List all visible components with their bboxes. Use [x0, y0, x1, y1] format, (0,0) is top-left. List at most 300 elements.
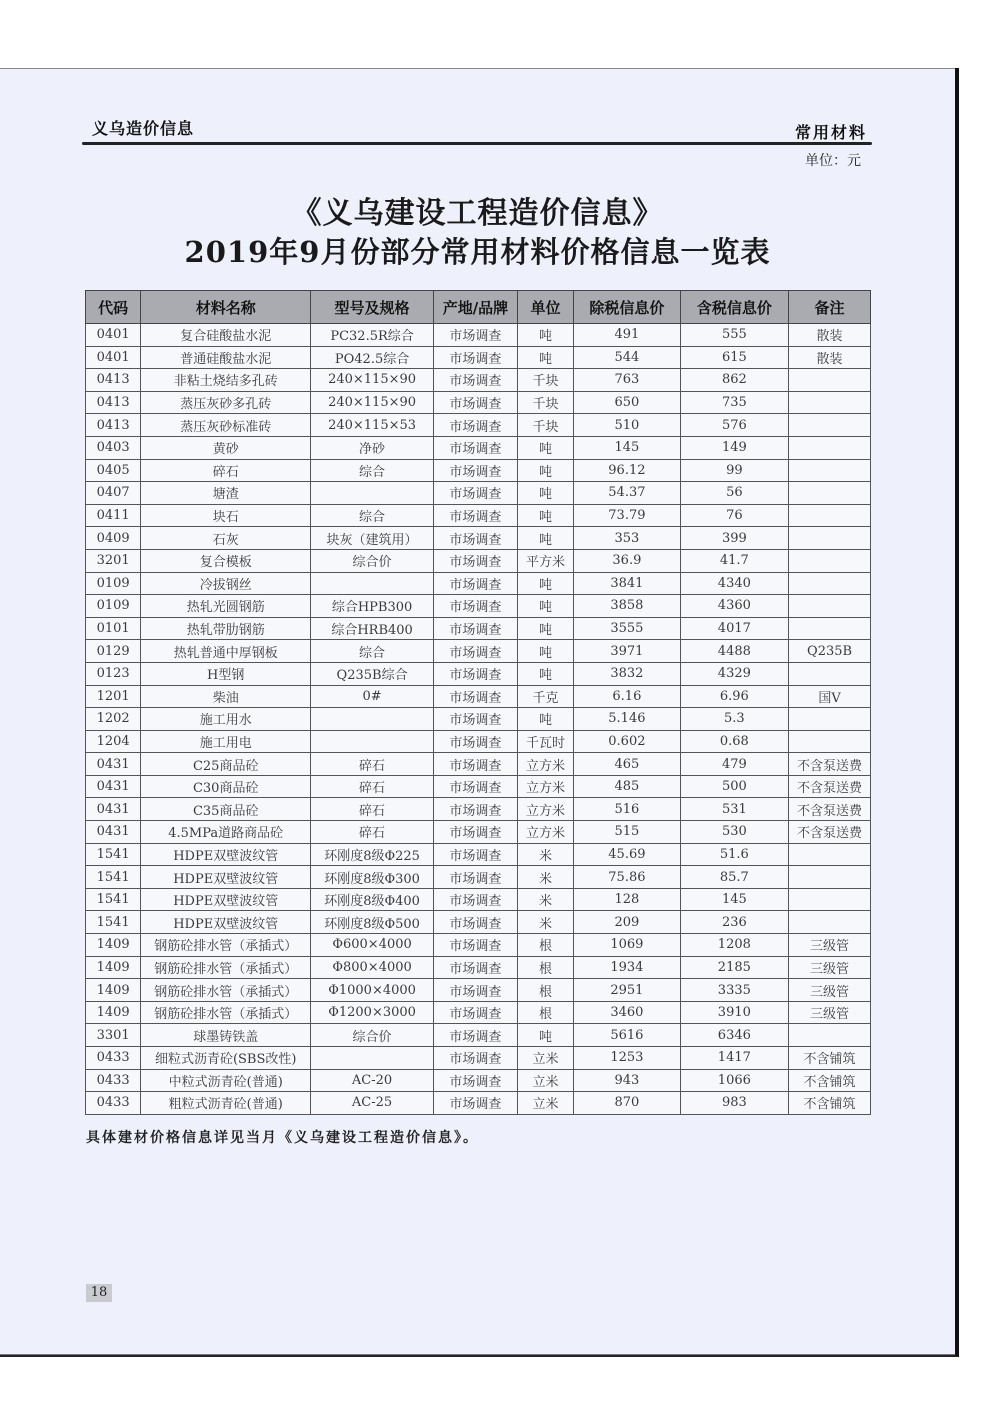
table-row [86, 1047, 871, 1070]
cell-spec [311, 730, 434, 753]
cell-price-incl-tax: 41.7 [680, 549, 788, 572]
table-row [86, 324, 871, 347]
cell-code: 0401 [86, 346, 141, 369]
cell-unit: 立方米 [517, 775, 573, 798]
cell-code: 0129 [86, 640, 141, 663]
cell-origin: 市场调查 [433, 708, 517, 731]
cell-material-name: 蒸压灰砂标准砖 [141, 414, 311, 437]
cell-price-incl-tax: 4017 [680, 617, 788, 640]
column-header-origin: 产地/品牌 [433, 291, 517, 324]
cell-unit: 米 [517, 866, 573, 889]
cell-remark: 散装 [789, 346, 871, 369]
cell-material-name: 球墨铸铁盖 [141, 1024, 311, 1047]
cell-code: 0431 [86, 821, 141, 844]
cell-spec: Φ600×4000 [311, 934, 434, 957]
cell-price-ex-tax: 6.16 [574, 685, 680, 708]
cell-origin: 市场调查 [433, 346, 517, 369]
table-row [86, 549, 871, 572]
table-row [86, 459, 871, 482]
cell-origin: 市场调查 [433, 549, 517, 572]
cell-material-name: 钢筋砼排水管（承插式） [141, 934, 311, 957]
cell-material-name: 钢筋砼排水管（承插式） [141, 1001, 311, 1024]
cell-spec: 0# [311, 685, 434, 708]
cell-price-ex-tax: 2951 [574, 979, 680, 1002]
cell-price-ex-tax: 353 [574, 527, 680, 550]
table-row [86, 798, 871, 821]
cell-material-name: 钢筋砼排水管（承插式） [141, 979, 311, 1002]
cell-spec: 环刚度8级Φ225 [311, 843, 434, 866]
cell-code: 0109 [86, 595, 141, 618]
cell-material-name: 块石 [141, 504, 311, 527]
cell-price-incl-tax: 555 [680, 324, 788, 347]
cell-unit: 根 [517, 979, 573, 1002]
cell-code: 0433 [86, 1047, 141, 1070]
cell-unit: 吨 [517, 662, 573, 685]
cell-spec: 综合价 [311, 1024, 434, 1047]
cell-price-ex-tax: 3841 [574, 572, 680, 595]
cell-price-incl-tax: 99 [680, 459, 788, 482]
cell-spec: 块灰（建筑用） [311, 527, 434, 550]
cell-remark: 三级管 [789, 934, 871, 957]
cell-spec: 240×115×90 [311, 391, 434, 414]
table-row [86, 391, 871, 414]
cell-code: 0403 [86, 436, 141, 459]
cell-price-incl-tax: 399 [680, 527, 788, 550]
cell-price-ex-tax: 36.9 [574, 549, 680, 572]
cell-code: 0101 [86, 617, 141, 640]
cell-spec [311, 572, 434, 595]
cell-price-ex-tax: 943 [574, 1069, 680, 1092]
cell-material-name: 碎石 [141, 459, 311, 482]
cell-price-incl-tax: 3910 [680, 1001, 788, 1024]
cell-remark [789, 504, 871, 527]
table-row [86, 369, 871, 392]
cell-material-name: C25商品砼 [141, 753, 311, 776]
cell-material-name: C35商品砼 [141, 798, 311, 821]
section-name: 常用材料 [795, 123, 868, 142]
cell-origin: 市场调查 [433, 685, 517, 708]
cell-price-incl-tax: 862 [680, 369, 788, 392]
cell-unit: 吨 [517, 482, 573, 505]
table-header [86, 291, 871, 324]
cell-code: 0433 [86, 1069, 141, 1092]
cell-remark [789, 866, 871, 889]
cell-unit: 吨 [517, 640, 573, 663]
table-row [86, 414, 871, 437]
cell-price-incl-tax: 530 [680, 821, 788, 844]
cell-spec: 环刚度8级Φ300 [311, 866, 434, 889]
cell-price-ex-tax: 515 [574, 821, 680, 844]
cell-code: 0413 [86, 369, 141, 392]
cell-price-incl-tax: 0.68 [680, 730, 788, 753]
table-row [86, 956, 871, 979]
cell-origin: 市场调查 [433, 436, 517, 459]
cell-price-ex-tax: 45.69 [574, 843, 680, 866]
cell-price-incl-tax: 85.7 [680, 866, 788, 889]
cell-price-incl-tax: 983 [680, 1092, 788, 1115]
table-row [86, 346, 871, 369]
cell-origin: 市场调查 [433, 459, 517, 482]
cell-code: 1541 [86, 866, 141, 889]
cell-spec: 综合 [311, 459, 434, 482]
cell-code: 0409 [86, 527, 141, 550]
cell-origin: 市场调查 [433, 798, 517, 821]
cell-unit: 平方米 [517, 549, 573, 572]
cell-unit: 吨 [517, 595, 573, 618]
cell-origin: 市场调查 [433, 482, 517, 505]
cell-code: 0431 [86, 753, 141, 776]
cell-code: 0123 [86, 662, 141, 685]
cell-unit: 吨 [517, 527, 573, 550]
cell-spec: 碎石 [311, 798, 434, 821]
page-edge [0, 68, 955, 69]
cell-spec: PC32.5R综合 [311, 324, 434, 347]
cell-remark [789, 436, 871, 459]
cell-origin: 市场调查 [433, 617, 517, 640]
cell-material-name: 柴油 [141, 685, 311, 708]
table-row [86, 617, 871, 640]
cell-remark: 国V [789, 685, 871, 708]
cell-spec: Φ1200×3000 [311, 1001, 434, 1024]
cell-spec: PO42.5综合 [311, 346, 434, 369]
cell-unit: 根 [517, 934, 573, 957]
column-header-spec: 型号及规格 [311, 291, 434, 324]
cell-price-ex-tax: 1069 [574, 934, 680, 957]
cell-unit: 千块 [517, 369, 573, 392]
cell-material-name: 复合硅酸盐水泥 [141, 324, 311, 347]
cell-price-incl-tax: 2185 [680, 956, 788, 979]
cell-code: 0433 [86, 1092, 141, 1115]
cell-origin: 市场调查 [433, 1069, 517, 1092]
cell-origin: 市场调查 [433, 369, 517, 392]
cell-unit: 立方米 [517, 753, 573, 776]
cell-price-incl-tax: 4360 [680, 595, 788, 618]
cell-material-name: C30商品砼 [141, 775, 311, 798]
cell-origin: 市场调查 [433, 1047, 517, 1070]
cell-price-incl-tax: 500 [680, 775, 788, 798]
cell-price-incl-tax: 4329 [680, 662, 788, 685]
cell-remark [789, 1024, 871, 1047]
column-header-unit: 单位 [517, 291, 573, 324]
cell-unit: 千克 [517, 685, 573, 708]
table-row [86, 843, 871, 866]
page-number: 18 [86, 1284, 112, 1302]
cell-code: 0407 [86, 482, 141, 505]
cell-spec: AC-20 [311, 1069, 434, 1092]
cell-code: 0431 [86, 775, 141, 798]
cell-material-name: HDPE双壁波纹管 [141, 888, 311, 911]
table-row [86, 662, 871, 685]
cell-origin: 市场调查 [433, 1024, 517, 1047]
cell-unit: 立米 [517, 1069, 573, 1092]
cell-remark [789, 888, 871, 911]
cell-code: 1541 [86, 888, 141, 911]
cell-remark: 不含泵送费 [789, 775, 871, 798]
cell-remark [789, 911, 871, 934]
cell-price-incl-tax: 1208 [680, 934, 788, 957]
cell-remark [789, 843, 871, 866]
table-row [86, 730, 871, 753]
cell-price-ex-tax: 54.37 [574, 482, 680, 505]
title-line-1: 《义乌建设工程造价信息》 [291, 196, 664, 231]
cell-origin: 市场调查 [433, 1092, 517, 1115]
header-rule [82, 142, 872, 145]
cell-price-ex-tax: 3858 [574, 595, 680, 618]
cell-origin: 市场调查 [433, 730, 517, 753]
cell-unit: 根 [517, 1001, 573, 1024]
cell-origin: 市场调查 [433, 821, 517, 844]
cell-price-incl-tax: 149 [680, 436, 788, 459]
cell-remark: 不含铺筑 [789, 1047, 871, 1070]
table-row [86, 436, 871, 459]
cell-material-name: H型钢 [141, 662, 311, 685]
cell-code: 1409 [86, 934, 141, 957]
cell-unit: 千瓦时 [517, 730, 573, 753]
cell-origin: 市场调查 [433, 979, 517, 1002]
cell-origin: 市场调查 [433, 572, 517, 595]
cell-unit: 吨 [517, 436, 573, 459]
table-row [86, 1092, 871, 1115]
cell-price-ex-tax: 1253 [574, 1047, 680, 1070]
cell-spec [311, 482, 434, 505]
cell-unit: 千块 [517, 414, 573, 437]
cell-unit: 吨 [517, 504, 573, 527]
cell-price-ex-tax: 516 [574, 798, 680, 821]
cell-material-name: 热轧光圆钢筋 [141, 595, 311, 618]
cell-unit: 吨 [517, 572, 573, 595]
cell-material-name: 蒸压灰砂多孔砖 [141, 391, 311, 414]
cell-code: 0109 [86, 572, 141, 595]
cell-price-ex-tax: 145 [574, 436, 680, 459]
cell-spec: 综合价 [311, 549, 434, 572]
cell-code: 1201 [86, 685, 141, 708]
cell-spec: 240×115×90 [311, 369, 434, 392]
cell-origin: 市场调查 [433, 527, 517, 550]
table-row [86, 934, 871, 957]
table-row [86, 866, 871, 889]
cell-remark: 散装 [789, 324, 871, 347]
cell-code: 1409 [86, 979, 141, 1002]
cell-price-ex-tax: 870 [574, 1092, 680, 1115]
table-row [86, 504, 871, 527]
cell-unit: 立米 [517, 1092, 573, 1115]
cell-remark [789, 595, 871, 618]
cell-spec: 综合HRB400 [311, 617, 434, 640]
cell-price-ex-tax: 465 [574, 753, 680, 776]
cell-price-incl-tax: 735 [680, 391, 788, 414]
cell-price-ex-tax: 3832 [574, 662, 680, 685]
cell-material-name: 热轧带肋钢筋 [141, 617, 311, 640]
cell-code: 1541 [86, 911, 141, 934]
cell-origin: 市场调查 [433, 1001, 517, 1024]
cell-price-ex-tax: 650 [574, 391, 680, 414]
cell-origin: 市场调查 [433, 775, 517, 798]
price-table [85, 290, 871, 1115]
column-header-material-name: 材料名称 [141, 291, 311, 324]
cell-origin: 市场调查 [433, 324, 517, 347]
table-row [86, 821, 871, 844]
table-row [86, 911, 871, 934]
column-header-price-ex-tax: 除税信息价 [574, 291, 680, 324]
cell-origin: 市场调查 [433, 866, 517, 889]
cell-remark: 不含铺筑 [789, 1069, 871, 1092]
title-line-2: 2019年9月份部分常用材料价格信息一览表 [184, 235, 771, 269]
cell-material-name: 冷拔钢丝 [141, 572, 311, 595]
cell-unit: 立米 [517, 1047, 573, 1070]
cell-price-incl-tax: 3335 [680, 979, 788, 1002]
cell-price-incl-tax: 576 [680, 414, 788, 437]
cell-price-ex-tax: 128 [574, 888, 680, 911]
cell-material-name: 复合模板 [141, 549, 311, 572]
cell-spec: 环刚度8级Φ400 [311, 888, 434, 911]
cell-unit: 米 [517, 843, 573, 866]
cell-price-ex-tax: 96.12 [574, 459, 680, 482]
cell-unit: 吨 [517, 459, 573, 482]
cell-material-name: HDPE双壁波纹管 [141, 843, 311, 866]
cell-price-ex-tax: 485 [574, 775, 680, 798]
cell-unit: 立方米 [517, 821, 573, 844]
cell-material-name: 钢筋砼排水管（承插式） [141, 956, 311, 979]
cell-remark: 三级管 [789, 956, 871, 979]
cell-price-incl-tax: 479 [680, 753, 788, 776]
cell-price-ex-tax: 209 [574, 911, 680, 934]
footnote: 具体建材价格信息详见当月《义乌建设工程造价信息》。 [86, 1130, 479, 1146]
cell-price-incl-tax: 5.3 [680, 708, 788, 731]
cell-material-name: 热轧普通中厚钢板 [141, 640, 311, 663]
table-row [86, 1024, 871, 1047]
cell-spec: 碎石 [311, 821, 434, 844]
table-row [86, 482, 871, 505]
cell-remark [789, 549, 871, 572]
cell-unit: 吨 [517, 708, 573, 731]
cell-origin: 市场调查 [433, 843, 517, 866]
cell-remark: 不含泵送费 [789, 798, 871, 821]
cell-price-incl-tax: 56 [680, 482, 788, 505]
column-header-code: 代码 [86, 291, 141, 324]
cell-remark [789, 730, 871, 753]
cell-price-incl-tax: 4340 [680, 572, 788, 595]
cell-price-ex-tax: 3555 [574, 617, 680, 640]
cell-spec: 碎石 [311, 775, 434, 798]
cell-code: 0431 [86, 798, 141, 821]
cell-remark: 不含泵送费 [789, 821, 871, 844]
cell-remark [789, 369, 871, 392]
cell-unit: 米 [517, 911, 573, 934]
cell-remark [789, 482, 871, 505]
cell-origin: 市场调查 [433, 753, 517, 776]
cell-origin: 市场调查 [433, 956, 517, 979]
cell-code: 0411 [86, 504, 141, 527]
cell-price-ex-tax: 3971 [574, 640, 680, 663]
cell-code: 1204 [86, 730, 141, 753]
cell-code: 1202 [86, 708, 141, 731]
cell-spec: 综合HPB300 [311, 595, 434, 618]
table-row [86, 685, 871, 708]
cell-material-name: 黄砂 [141, 436, 311, 459]
cell-origin: 市场调查 [433, 391, 517, 414]
cell-price-ex-tax: 491 [574, 324, 680, 347]
table-row [86, 1069, 871, 1092]
cell-remark [789, 414, 871, 437]
cell-spec: 综合 [311, 640, 434, 663]
cell-remark [789, 662, 871, 685]
cell-price-ex-tax: 75.86 [574, 866, 680, 889]
cell-unit: 吨 [517, 617, 573, 640]
cell-code: 0413 [86, 391, 141, 414]
cell-price-incl-tax: 615 [680, 346, 788, 369]
cell-code: 3201 [86, 549, 141, 572]
cell-remark: 不含铺筑 [789, 1092, 871, 1115]
table-row [86, 640, 871, 663]
cell-price-incl-tax: 51.6 [680, 843, 788, 866]
cell-code: 3301 [86, 1024, 141, 1047]
cell-price-ex-tax: 3460 [574, 1001, 680, 1024]
cell-material-name: HDPE双壁波纹管 [141, 911, 311, 934]
cell-unit: 吨 [517, 346, 573, 369]
cell-remark [789, 708, 871, 731]
table-row [86, 595, 871, 618]
cell-remark: 三级管 [789, 979, 871, 1002]
cell-price-ex-tax: 763 [574, 369, 680, 392]
cell-origin: 市场调查 [433, 934, 517, 957]
cell-unit: 吨 [517, 324, 573, 347]
cell-material-name: 普通硅酸盐水泥 [141, 346, 311, 369]
table-row [86, 708, 871, 731]
cell-unit: 米 [517, 888, 573, 911]
cell-price-incl-tax: 6346 [680, 1024, 788, 1047]
cell-spec: AC-25 [311, 1092, 434, 1115]
cell-price-incl-tax: 145 [680, 888, 788, 911]
table-body [86, 324, 871, 1115]
cell-origin: 市场调查 [433, 595, 517, 618]
cell-spec: 240×115×53 [311, 414, 434, 437]
table-row [86, 979, 871, 1002]
column-header-price-incl-tax: 含税信息价 [680, 291, 788, 324]
table-row [86, 572, 871, 595]
cell-origin: 市场调查 [433, 911, 517, 934]
cell-price-incl-tax: 1066 [680, 1069, 788, 1092]
cell-material-name: 施工用水 [141, 708, 311, 731]
cell-unit: 吨 [517, 1024, 573, 1047]
cell-code: 0413 [86, 414, 141, 437]
cell-material-name: 4.5MPa道路商品砼 [141, 821, 311, 844]
cell-price-ex-tax: 5616 [574, 1024, 680, 1047]
table-row [86, 753, 871, 776]
cell-material-name: 细粒式沥青砼(SBS改性) [141, 1047, 311, 1070]
cell-origin: 市场调查 [433, 888, 517, 911]
cell-origin: 市场调查 [433, 504, 517, 527]
cell-spec: 环刚度8级Φ500 [311, 911, 434, 934]
publication-name: 义乌造价信息 [92, 119, 195, 138]
cell-price-incl-tax: 236 [680, 911, 788, 934]
cell-spec: 综合 [311, 504, 434, 527]
cell-material-name: HDPE双壁波纹管 [141, 866, 311, 889]
cell-origin: 市场调查 [433, 640, 517, 663]
cell-unit: 千块 [517, 391, 573, 414]
cell-material-name: 粗粒式沥青砼(普通) [141, 1092, 311, 1115]
cell-spec [311, 708, 434, 731]
cell-price-ex-tax: 0.602 [574, 730, 680, 753]
table-row [86, 527, 871, 550]
cell-price-ex-tax: 73.79 [574, 504, 680, 527]
cell-price-ex-tax: 5.146 [574, 708, 680, 731]
cell-remark: Q235B [789, 640, 871, 663]
cell-spec: Φ1000×4000 [311, 979, 434, 1002]
cell-unit: 根 [517, 956, 573, 979]
cell-code: 0405 [86, 459, 141, 482]
cell-price-incl-tax: 531 [680, 798, 788, 821]
cell-price-ex-tax: 544 [574, 346, 680, 369]
